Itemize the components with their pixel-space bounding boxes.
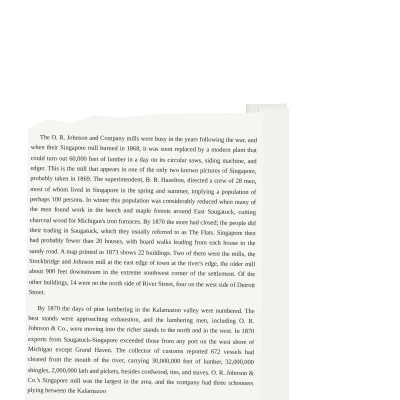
document-body [27,133,257,400]
paragraph-1: The O. R. Johnson and Company mills were busy in the years following the war, and when their Singapore mill burned in 1868, it was soon replaced by a modern plant that could turn out 60,000 feet of lumber in a day on its circular saws, siding machine, and edger. This is the mill that appears in one of the only two known pictures of Singapore, probably taken in 1869. The superintendent, B. B. Hazelton, directed a crew of 28 men, most of whom lived in Singapore in the spring and summer, implying a population of perhaps 100 persons. In winter this population was considerably reduced when many of the men found work in the beech and maple forests around East Saugatuck, cutting charcoal wood for Michigan's iron furnaces. By 1870 the store had closed; the people did their trading in Saugatuck, which they usually referred to as The Flats. Singapore then had probably fewer than 20 houses, with board walks leading from each house to the sandy road. A map printed in 1873 shows 22 buildings. Two of them were the mills, the Stockbridge and Johnson mill at the east edge of town at the river's edge, the older mill about 900 feet downstream in the extreme southwest corner of the settlement. Of the other buildings, 14 were on the north side of River Street, four on the west side of Detroit Street. [28,134,257,297]
paragraph-2: By 1870 the days of pine lumbering in the Kalamazoo valley were numbered. The best stands were approaching exhaustion, and the lumbering men, including O. R. Johnson & Co., were moving into the richer stands to the north and in the west. In 1870 exports from Saugatuck-Singapore exceeded those from any port on the west shore of Michigan except Grand Haven. The collector of customs reported 672 vessels had cleared from the mouth of the river, carrying 30,000,000 feet of lumber, 32,000,000 shingles, 2,000,000 lath and pickets, besides cordwood, ties, and staves. O. R. Johnson & Co.'s Singapore mill was the largest in the area, and the company had three schooners plying between the Kalamazoo [27,304,255,396]
